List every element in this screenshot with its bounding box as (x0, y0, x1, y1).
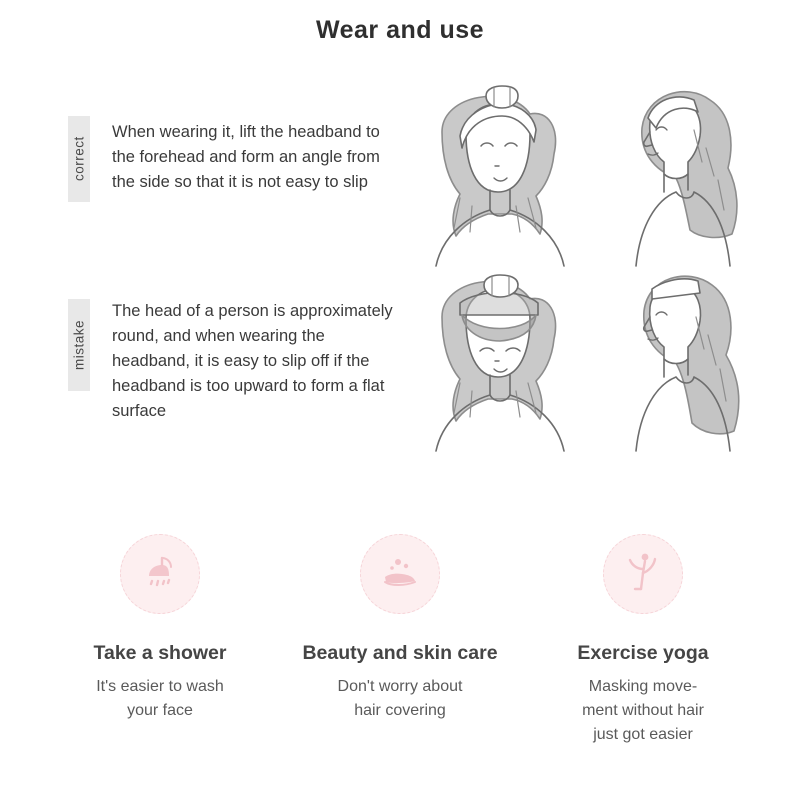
instruction-row-correct (0, 70, 800, 270)
woman-side-headband-mistake-illustration (590, 255, 790, 460)
tag-mistake (68, 299, 90, 391)
feature-desc-line: Don't worry about (337, 678, 463, 695)
tag-correct-label: correct (71, 136, 87, 182)
instruction-text-mistake: The head of a person is approximately round, and when wearing the headband, it is easy to slip off if the headband is too upward to form a flat surface (112, 302, 393, 420)
feature-description (275, 675, 525, 723)
woman-side-headband-correct-illustration (590, 70, 790, 275)
illustration-group-correct (400, 70, 800, 270)
feature-icon-circle (120, 534, 200, 614)
illustration-group-mistake (400, 255, 800, 455)
feature-desc-line: It's easier to wash (96, 678, 224, 695)
feature-icon-circle (603, 534, 683, 614)
feature-item (275, 520, 525, 723)
instruction-row-mistake (0, 255, 800, 455)
woman-front-headband-mistake-illustration (402, 255, 602, 460)
feature-desc-line: Masking move- (588, 678, 698, 695)
feature-desc-line: your face (127, 702, 193, 719)
skincare-hand-icon (377, 549, 423, 600)
feature-title: Take a shower (93, 642, 227, 664)
feature-desc-line: hair covering (354, 702, 446, 719)
feature-desc-line: ment without hair (582, 702, 704, 719)
woman-front-headband-correct-illustration (402, 70, 602, 275)
feature-item (518, 520, 768, 747)
feature-item (35, 520, 285, 723)
feature-description (518, 675, 768, 747)
page-title: Wear and use (315, 16, 485, 44)
tag-mistake-label: mistake (71, 320, 87, 371)
instruction-text-correct: When wearing it, lift the headband to the forehead and form an angle from the side so that it is not easy to slip (112, 123, 380, 191)
shower-icon (138, 550, 182, 599)
feature-description (35, 675, 285, 723)
tag-correct (68, 116, 90, 202)
feature-icon-circle (360, 534, 440, 614)
feature-desc-line: just got easier (593, 726, 693, 743)
feature-title: Exercise yoga (577, 642, 709, 664)
feature-title: Beauty and skin care (302, 642, 498, 664)
feature-list (0, 520, 800, 800)
yoga-pose-icon (621, 549, 665, 600)
